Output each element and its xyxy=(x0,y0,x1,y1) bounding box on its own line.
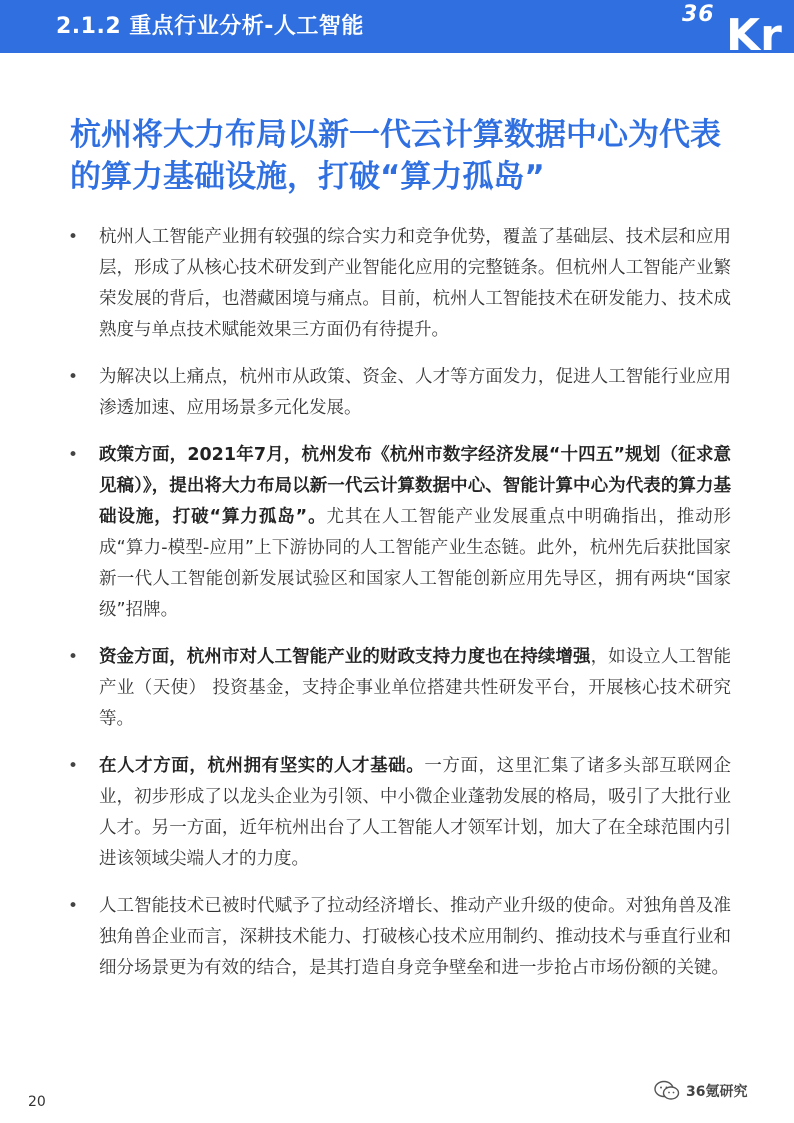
main-title: 杭州将大力布局以新一代云计算数据中心为代表的算力基础设施，打破“算力孤岛” xyxy=(70,117,721,195)
wechat-icon xyxy=(654,1080,680,1102)
bullet-dot-icon: • xyxy=(67,756,79,776)
bullet-text: 杭州人工智能产业拥有较强的综合实力和竞争优势，覆盖了基础层、技术层和应用层，形成了从核心技术研发到产业智能化应用的完整链条。但杭州人工智能产业繁荣发展的背后，也潜藏困境与痛点。目前，杭州人工智能技术在研发能力、技术成熟度与单点技术赋能效果三方面仍有待提升。 xyxy=(99,227,731,340)
page-number: 20 xyxy=(28,1094,46,1110)
logo-number: 36 xyxy=(682,2,715,27)
36kr-logo xyxy=(682,0,794,61)
bullet-dot-icon: • xyxy=(67,445,79,465)
bullet-item xyxy=(66,642,731,735)
bullet-item xyxy=(66,362,731,424)
bullet-text: ，如设立人工智能产业（天使） 投资基金，支持企事业单位搭建共性研发平台，开展核心技术研究等。 xyxy=(99,647,732,729)
bullet-dot-icon: • xyxy=(67,647,79,667)
bullet-dot-icon: • xyxy=(67,367,79,387)
watermark xyxy=(654,1080,747,1102)
bullet-dot-icon: • xyxy=(67,227,79,247)
bullet-text: 为解决以上痛点，杭州市从政策、资金、人才等方面发力，促进人工智能行业应用渗透加速、应用场景多元化发展。 xyxy=(99,367,731,418)
bullet-item xyxy=(66,891,731,984)
bullet-item xyxy=(66,222,731,346)
bullet-item xyxy=(66,751,731,875)
bullet-item xyxy=(66,440,731,626)
logo-letters: Kr xyxy=(726,10,782,61)
bullet-bold-text: 在人才方面，杭州拥有坚实的人才基础。 xyxy=(99,756,425,776)
watermark-text: 36氪研究 xyxy=(686,1084,748,1100)
bullet-bold-text: 资金方面，杭州市对人工智能产业的财政支持力度也在持续增强 xyxy=(99,647,591,667)
bullet-bold-text: 政策方面，2021年7月，杭州发布《杭州市数字经济发展“十四五”规划（征求意见稿）》，提出将大力布局以新一代云计算数据中心、智能计算中心为代表的算力基础设施，打破“算力孤岛”。 xyxy=(99,445,731,527)
bullet-list xyxy=(66,222,731,1000)
bullet-text: 一方面，这里汇集了诸多头部互联网企业，初步形成了以龙头企业为引领、中小微企业蓬勃发展的格局，吸引了大批行业人才。另一方面，近年杭州出台了人工智能人才领军计划，加大了在全球范围内引进该领域尖端人才的力度。 xyxy=(99,756,732,869)
bullet-text: 人工智能技术已被时代赋予了拉动经济增长、推动产业升级的使命。对独角兽及准独角兽企业而言，深耕技术能力、打破核心技术应用制约、推动技术与垂直行业和细分场景更为有效的结合，是其打造自身竞争壁垒和进一步抢占市场份额的关键。 xyxy=(99,896,731,978)
bullet-text: 尤其在人工智能产业发展重点中明确指出，推动形成“算力-模型-应用”上下游协同的人工智能产业生态链。此外，杭州先后获批国家新一代人工智能创新发展试验区和国家人工智能创新应用先导区，拥有两块“国家级”招牌。 xyxy=(99,507,731,620)
header-bar xyxy=(0,0,794,61)
bullet-dot-icon: • xyxy=(67,896,79,916)
section-title: 2.1.2 重点行业分析-人工智能 xyxy=(56,14,364,39)
